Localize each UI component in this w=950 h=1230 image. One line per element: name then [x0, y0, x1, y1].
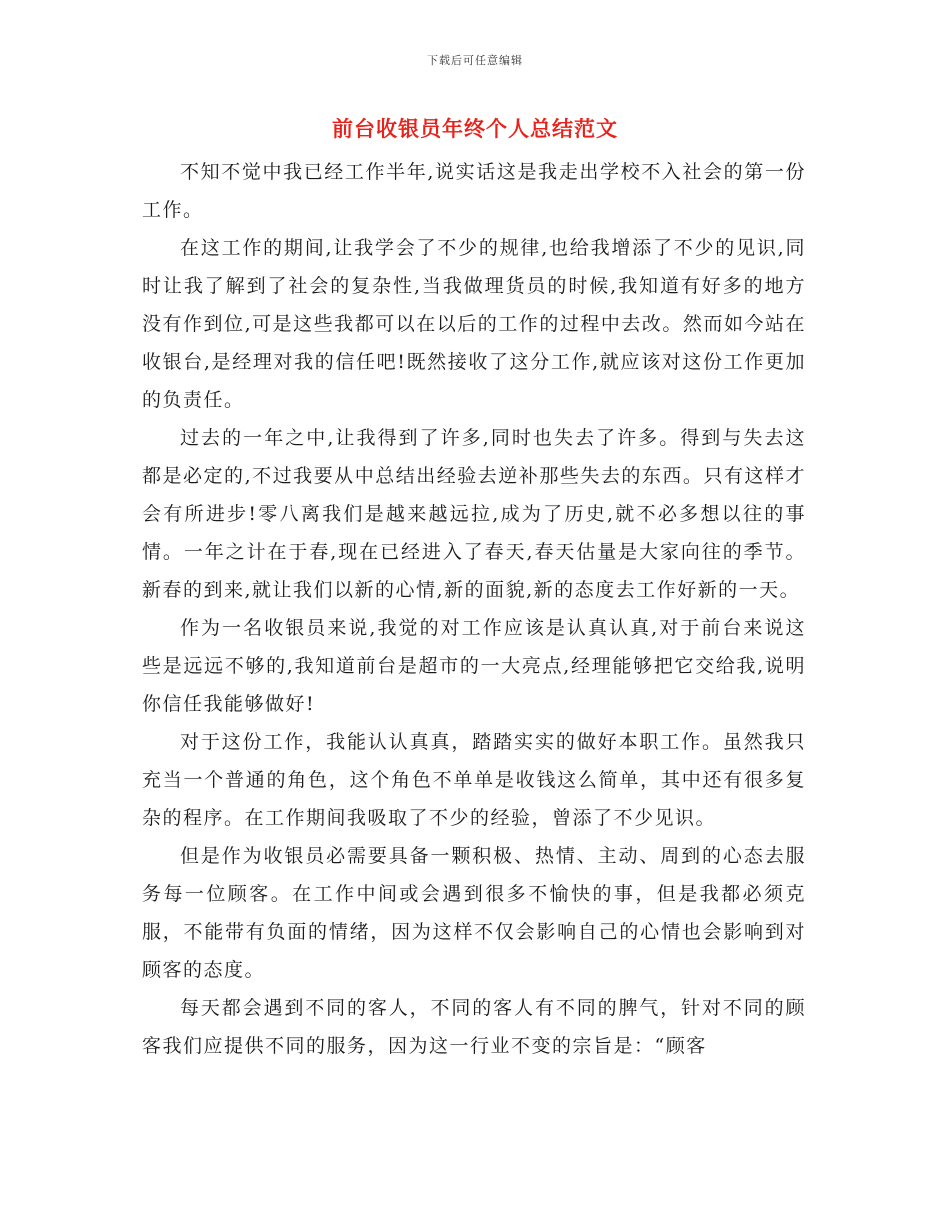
document-title: 前台收银员年终个人总结范文: [332, 117, 618, 141]
paragraph: 在这工作的期间,让我学会了不少的规律,也给我增添了不少的见识,同时让我了解到了社会的复杂性,当我做理货员的时候,我知道有好多的地方没有作到位,可是这些我都可以在以后的工作的过程中去改。然而如今站在收银台,是经理对我的信任吧!既然接收了这分工作,就应该对这份工作更加的负责任。: [142, 237, 806, 411]
paragraph: 但是作为收银员必需要具备一颗积极、热情、主动、周到的心态去服务每一位顾客。在工作中间或会遇到很多不愉快的事，但是我都必须克服，不能带有负面的情绪，因为这样不仅会影响自己的心情也会影响到对顾客的态度。: [142, 845, 806, 981]
paragraph: 每天都会遇到不同的客人，不同的客人有不同的脾气，针对不同的顾客我们应提供不同的服务，因为这一行业不变的宗旨是：“顾客: [142, 997, 806, 1057]
paragraph: 过去的一年之中,让我得到了许多,同时也失去了许多。得到与失去这都是必定的,不过我要从中总结出经验去逆补那些失去的东西。只有这样才会有所进步!零八离我们是越来越远拉,成为了历史,就不必多想以往的事情。一年之计在于春,现在已经进入了春天,春天估量是大家向往的季节。新春的到来,就让我们以新的心情,新的面貌,新的态度去工作好新的一天。: [142, 427, 806, 601]
document-body: [142, 153, 806, 1065]
paragraph: 作为一名收银员来说,我觉的对工作应该是认真认真,对于前台来说这些是远远不够的,我知道前台是超市的一大亮点,经理能够把它交给我,说明你信任我能够做好!: [142, 617, 806, 715]
paragraph: 不知不觉中我已经工作半年,说实话这是我走出学校不入社会的第一份工作。: [142, 161, 806, 221]
page-header: 下载后可任意编辑: [427, 54, 523, 67]
paragraph: 对于这份工作，我能认认真真，踏踏实实的做好本职工作。虽然我只充当一个普通的角色，这个角色不单单是收钱这么简单，其中还有很多复杂的程序。在工作期间我吸取了不少的经验，曾添了不少见识。: [142, 731, 806, 829]
